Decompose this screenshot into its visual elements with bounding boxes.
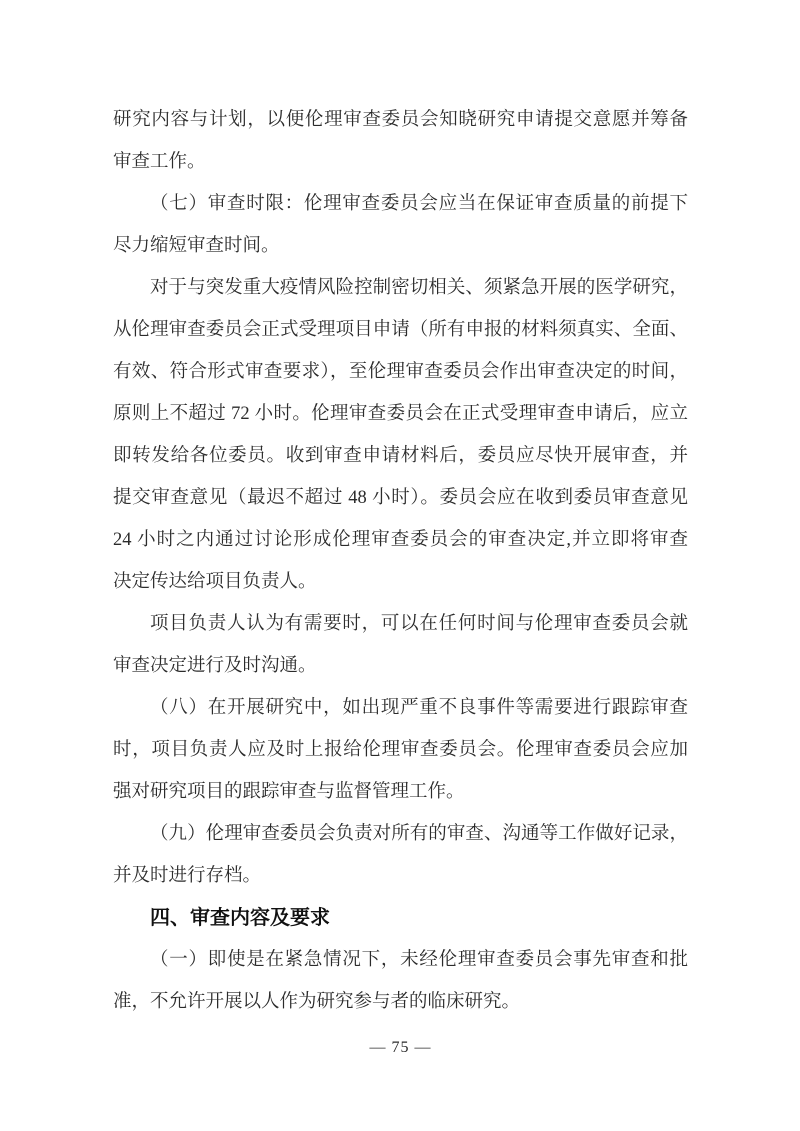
text-line: 时，项目负责人应及时上报给伦理审查委员会。伦理审查委员会应加: [113, 740, 688, 760]
page-footer: [113, 1036, 688, 1060]
page-number: — 75 —: [369, 1039, 432, 1056]
text-line: 审查决定进行及时沟通。: [113, 656, 317, 676]
text-line: 研究内容与计划，以便伦理审查委员会知晓研究申请提交意愿并筹备: [113, 110, 688, 130]
body-text: [113, 99, 688, 1023]
text-line: 对于与突发重大疫情风险控制密切相关、须紧急开展的医学研究，: [150, 278, 688, 298]
text-line: 从伦理审查委员会正式受理项目申请（所有申报的材料须真实、全面、: [113, 320, 688, 340]
text-line: 24 小时之内通过讨论形成伦理审查委员会的审查决定,并立即将审查: [113, 530, 688, 550]
text-line: 即转发给各位委员。收到审查申请材料后，委员应尽快开展审查，并: [113, 446, 688, 466]
text-line: 项目负责人认为有需要时，可以在任何时间与伦理审查委员会就: [150, 614, 688, 634]
text-line: 有效、符合形式审查要求），至伦理审查委员会作出审查决定的时间，: [113, 362, 688, 382]
text-line: 原则上不超过 72 小时。伦理审查委员会在正式受理审查申请后，应立: [113, 404, 688, 424]
text-line: 决定传达给项目负责人。: [113, 572, 317, 592]
text-line: 准，不允许开展以人作为研究参与者的临床研究。: [113, 992, 521, 1012]
text-line: 审查工作。: [113, 152, 206, 172]
text-line: （八）在开展研究中，如出现严重不良事件等需要进行跟踪审查: [150, 698, 688, 718]
text-line: （九）伦理审查委员会负责对所有的审查、沟通等工作做好记录，: [150, 824, 688, 844]
text-line: 提交审查意见（最迟不超过 48 小时）。委员会应在收到委员审查意见: [113, 488, 688, 508]
text-line: 并及时进行存档。: [113, 866, 262, 886]
text-line: 尽力缩短审查时间。: [113, 236, 280, 256]
section-heading: 四、审查内容及要求: [150, 907, 330, 929]
text-line: 强对研究项目的跟踪审查与监督管理工作。: [113, 782, 465, 802]
text-line: （一）即使是在紧急情况下，未经伦理审查委员会事先审查和批: [150, 950, 688, 970]
text-line: （七）审查时限：伦理审查委员会应当在保证审查质量的前提下: [150, 194, 688, 214]
